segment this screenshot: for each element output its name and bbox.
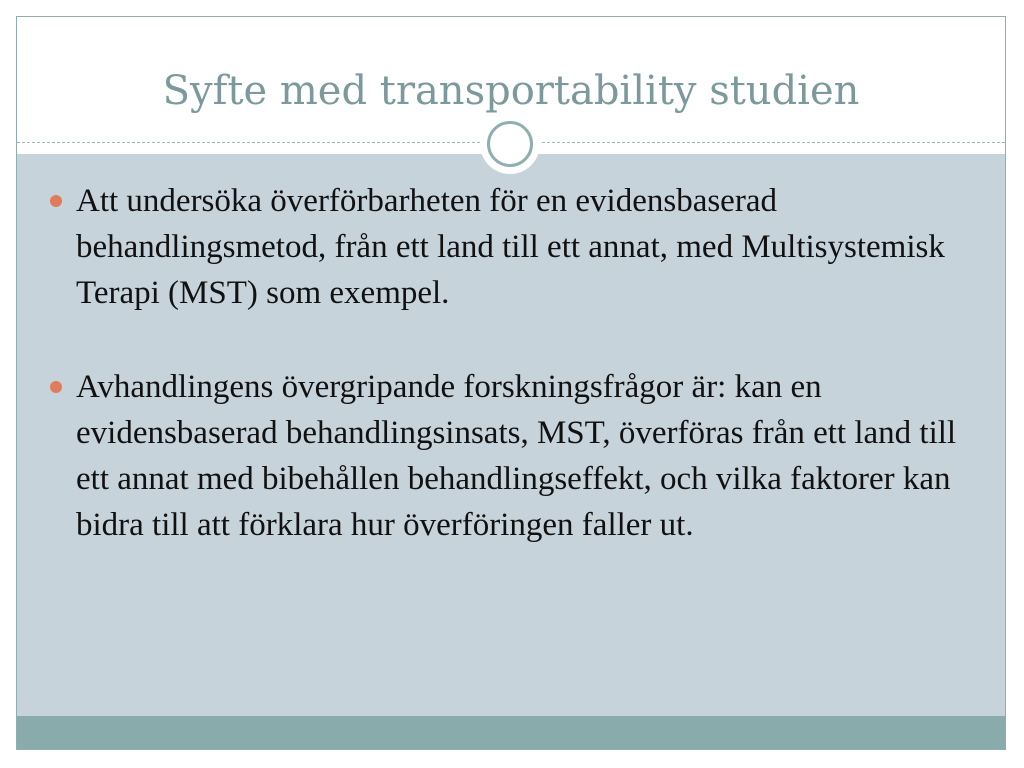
slide-title: Syfte med transportability studien [162,68,860,114]
bullet-item [50,178,960,316]
circle-ornament-ring [487,121,533,167]
bullet-text: Att undersöka överförbarheten för en evidensbaserad behandlingsmetod, från ett land till ett annat, med Multisystemisk Terapi (MST) som exempel. [76,183,945,311]
bullet-dot-icon [50,195,62,207]
bullet-text: Avhandlingens övergripande forskningsfrågor är: kan en evidensbaserad behandlingsinsats, MST, överföras från ett land till ett annat med bibehållen behandlingseffekt, och vilka faktorer kan bidra till att förklara hur överföringen faller ut. [76,369,957,543]
bullet-dot-icon [50,381,62,393]
bullet-item [50,364,960,548]
bullet-list [50,178,960,596]
footer-band [17,716,1005,749]
